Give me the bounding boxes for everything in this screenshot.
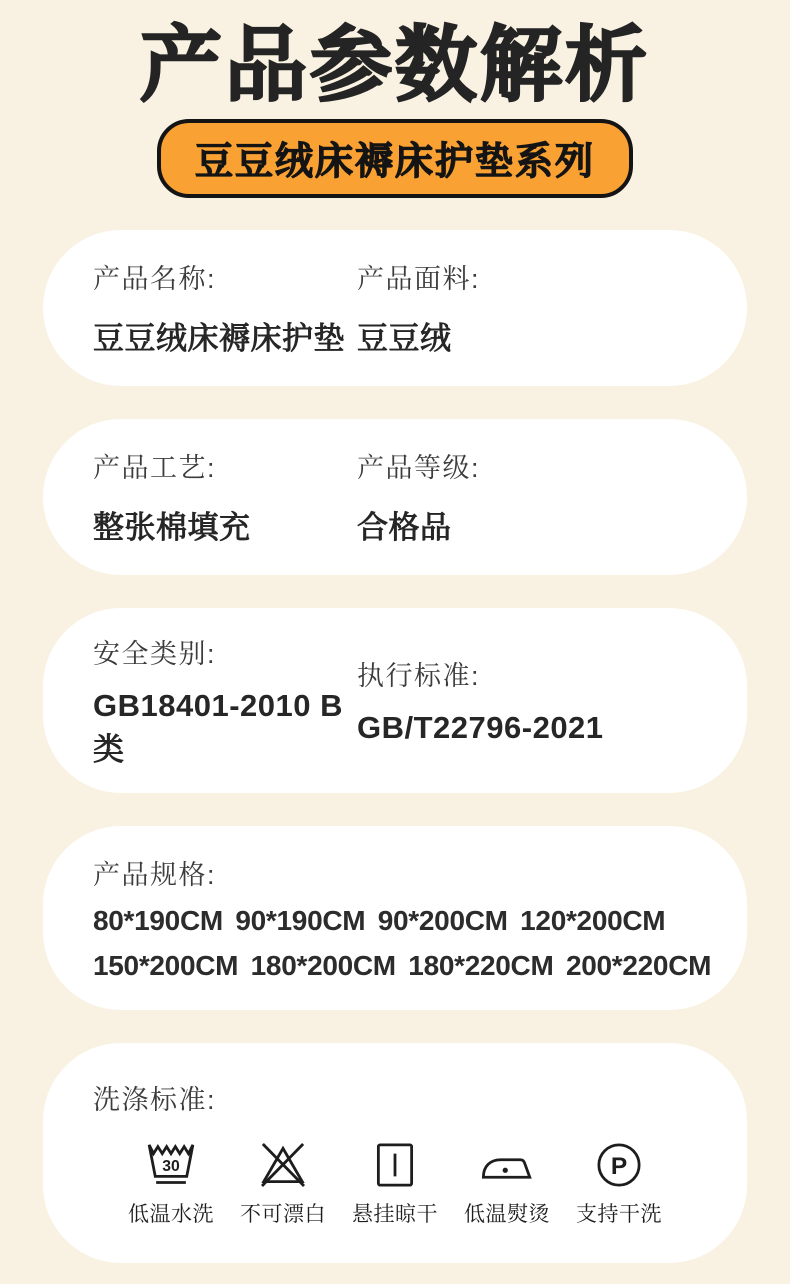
field-value: 合格品	[357, 510, 452, 546]
care-item-dry-clean	[576, 1137, 662, 1228]
care-item-iron	[464, 1137, 550, 1228]
card-safety-standard	[43, 608, 747, 793]
page-title: 产品参数解析	[139, 20, 650, 111]
field-label: 产品等级:	[357, 453, 481, 484]
care-label: 低温水洗	[128, 1202, 214, 1226]
dry-clean-icon	[591, 1137, 647, 1193]
care-item-hang-dry	[352, 1137, 438, 1228]
field-value: GB18401-2010 B类	[93, 687, 343, 767]
field-exec-standard	[357, 654, 697, 746]
header	[0, 0, 790, 198]
svg-text:P: P	[610, 1152, 628, 1180]
care-symbols-row	[93, 1137, 697, 1228]
field-label: 产品名称:	[93, 264, 217, 295]
size-line-1: 80*190CM 90*190CM 90*200CM 120*200CM	[93, 905, 666, 937]
card-name-fabric	[43, 230, 747, 386]
field-value: 豆豆绒	[357, 321, 452, 357]
field-value: 豆豆绒床褥床护垫	[93, 321, 345, 357]
care-item-no-bleach	[240, 1137, 326, 1228]
field-product-fabric	[357, 257, 697, 358]
care-item-wash	[128, 1137, 214, 1228]
care-label: 低温熨烫	[464, 1202, 550, 1226]
iron-low-icon	[477, 1137, 537, 1193]
field-value: 整张棉填充	[93, 510, 251, 546]
card-washing-standard	[43, 1043, 747, 1263]
hang-dry-icon	[367, 1137, 423, 1193]
field-label: 洗涤标准:	[93, 1084, 217, 1115]
field-label: 产品面料:	[357, 264, 481, 295]
card-craft-grade	[43, 419, 747, 575]
field-label: 产品工艺:	[93, 453, 217, 484]
field-value: GB/T22796-2021	[357, 710, 604, 746]
card-sizes	[43, 826, 747, 1010]
field-product-craft	[93, 446, 357, 547]
field-safety-class	[93, 632, 357, 769]
series-badge	[157, 119, 633, 198]
no-bleach-icon	[255, 1137, 311, 1193]
care-label: 不可漂白	[240, 1202, 326, 1226]
field-product-name	[93, 257, 357, 358]
field-label: 执行标准:	[357, 661, 481, 692]
series-badge-label: 豆豆绒床褥床护垫系列	[194, 140, 595, 183]
field-label: 安全类别:	[93, 638, 217, 669]
wash-30-icon	[143, 1137, 199, 1193]
field-label: 产品规格:	[93, 860, 217, 891]
size-line-2: 150*200CM 180*200CM 180*220CM 200*220CM	[93, 950, 712, 982]
field-product-grade	[357, 446, 697, 547]
svg-text:30: 30	[162, 1157, 180, 1175]
care-label: 支持干洗	[576, 1202, 662, 1226]
spec-cards	[0, 230, 790, 1263]
care-label: 悬挂晾干	[352, 1202, 438, 1226]
